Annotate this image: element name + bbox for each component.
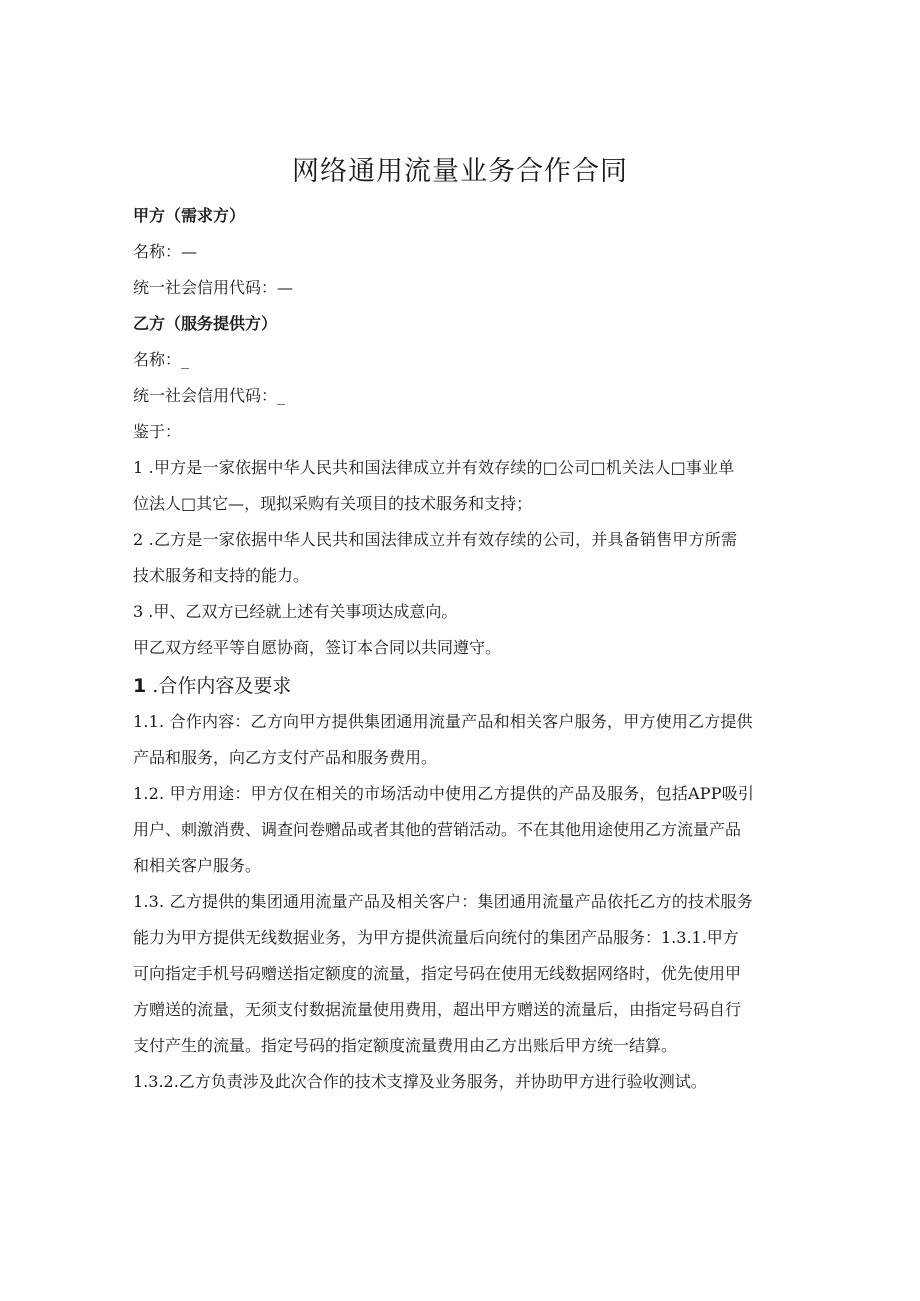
clause-1-3-line-4: 方赠送的流量，无须支付数据流量使用费用，超出甲方赠送的流量后，由指定号码自行	[133, 1000, 742, 1019]
whereas-conclusion: 甲乙双方经平等自愿协商，签订本合同以共同遵守。	[133, 638, 502, 657]
party-a-credit-code: 统一社会信用代码：—	[133, 278, 294, 297]
whereas-item-1-line-1: 1 .甲方是一家依据中华人民共和国法律成立并有效存续的□公司□机关法人□事业单	[133, 458, 735, 477]
clause-1-1-line-2: 产品和服务，向乙方支付产品和服务费用。	[133, 748, 438, 767]
whereas-item-3: 3 .甲、乙双方已经就上述有关事项达成意向。	[133, 602, 458, 621]
party-a-heading: 甲方（需求方）	[133, 206, 246, 225]
clause-1-3-line-1: 1.3. 乙方提供的集团通用流量产品及相关客户：集团通用流量产品依托乙方的技术服务	[133, 892, 753, 911]
party-b-name: 名称：_	[133, 350, 190, 369]
clause-1-3-line-5: 支付产生的流量。指定号码的指定额度流量费用由乙方出账后甲方统一结算。	[133, 1036, 678, 1055]
clause-1-2-line-1: 1.2. 甲方用途：甲方仅在相关的市场活动中使用乙方提供的产品及服务，包括APP吸引	[133, 784, 755, 803]
clause-1-2-line-2: 用户、刺激消费、调查问卷赠品或者其他的营销活动。不在其他用途使用乙方流量产品	[133, 820, 742, 839]
section-1-heading	[133, 672, 793, 700]
clause-1-2-line-3: 和相关客户服务。	[133, 856, 262, 875]
clause-1-3-2: 1.3.2.乙方负责涉及此次合作的技术支撑及业务服务，并协助甲方进行验收测试。	[133, 1072, 707, 1091]
section-1-title: .合作内容及要求	[146, 675, 292, 697]
whereas-item-2-line-2: 技术服务和支持的能力。	[133, 566, 310, 585]
clause-1-3-line-2: 能力为甲方提供无线数据业务，为甲方提供流量后向统付的集团产品服务：1.3.1.甲方	[133, 928, 739, 947]
whereas-item-1-line-2: 位法人□其它—，现拟采购有关项目的技术服务和支持；	[133, 494, 533, 513]
clause-1-3-line-3: 可向指定手机号码赠送指定额度的流量，指定号码在使用无线数据网络时，优先使用甲	[133, 964, 742, 983]
party-b-credit-code: 统一社会信用代码：_	[133, 386, 286, 405]
whereas-label: 鉴于：	[133, 422, 182, 441]
whereas-item-2-line-1: 2 .乙方是一家依据中华人民共和国法律成立并有效存续的公司，并具备销售甲方所需	[133, 530, 738, 549]
party-a-name: 名称：—	[133, 242, 198, 261]
party-b-heading: 乙方（服务提供方）	[133, 314, 278, 333]
document-title: 网络通用流量业务合作合同	[292, 156, 628, 187]
clause-1-1-line-1: 1.1. 合作内容：乙方向甲方提供集团通用流量产品和相关客户服务，甲方使用乙方提供	[133, 712, 753, 731]
section-1-number: 1	[133, 675, 147, 697]
